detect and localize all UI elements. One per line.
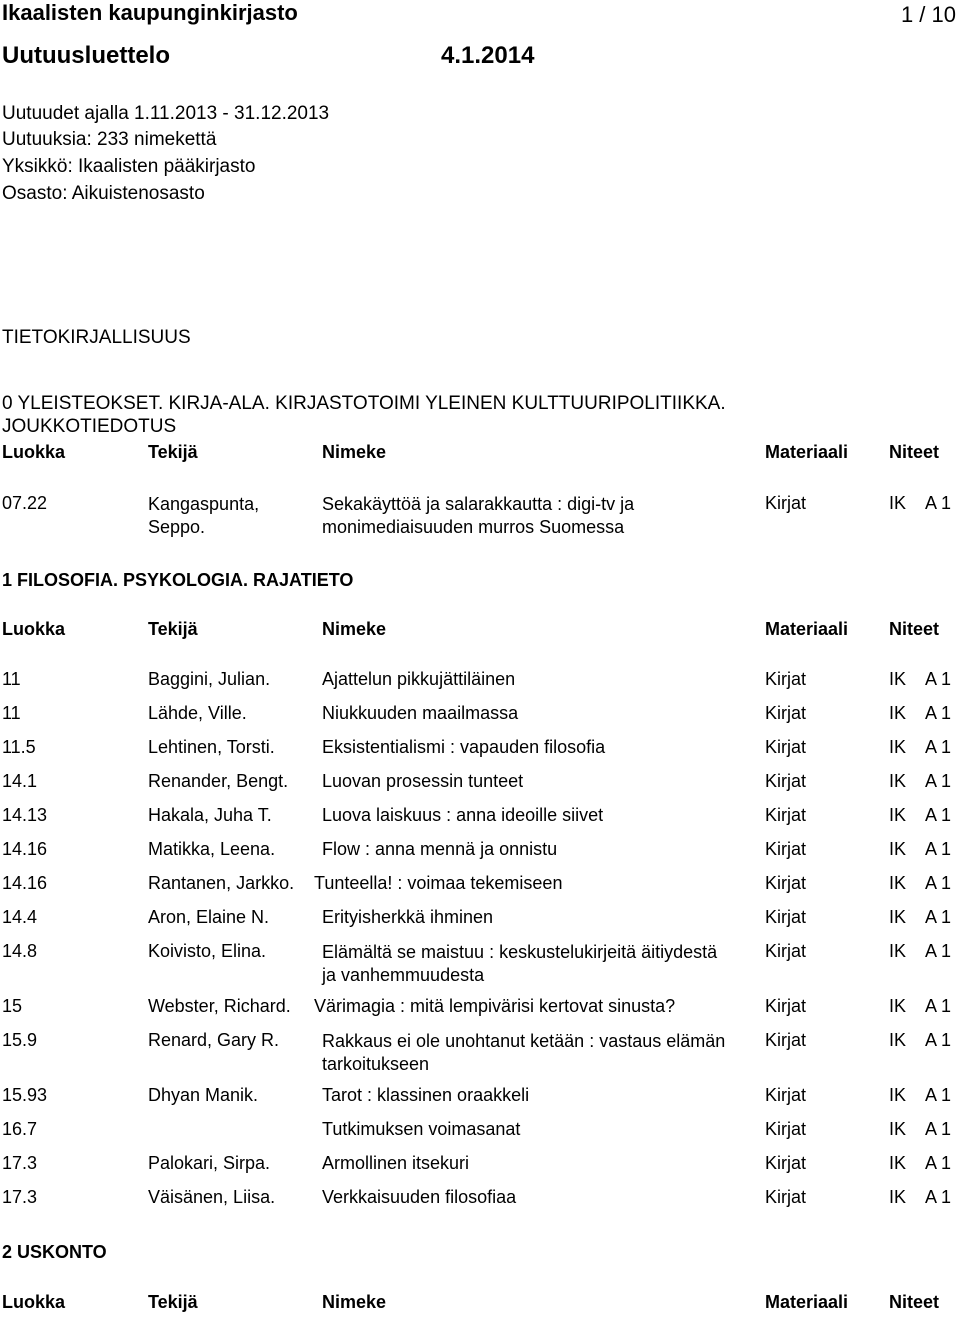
cell-nimeke: Tutkimuksen voimasanat	[322, 1119, 521, 1139]
cell-niteet: A 1	[925, 1085, 952, 1105]
col-niteet: Niteet	[889, 619, 940, 639]
col-luokka: Luokka	[2, 619, 66, 639]
table-row	[0, 873, 960, 901]
cell-luokka: 14.13	[2, 805, 48, 825]
cell-nimeke: Elämältä se maistuu : keskustelukirjeitä äitiydestä ja vanhemmuudesta	[322, 942, 718, 985]
cell-materiaali: Kirjat	[765, 1187, 807, 1207]
group-title: 2 USKONTO	[2, 1242, 107, 1262]
cell-materiaali: Kirjat	[765, 805, 807, 825]
cell-tekija: Väisänen, Liisa.	[148, 1187, 276, 1207]
col-nimeke: Nimeke	[322, 442, 387, 462]
cell-luokka: 15.9	[2, 1030, 38, 1050]
cell-materiaali: Kirjat	[765, 703, 807, 723]
col-nimeke: Nimeke	[322, 619, 387, 639]
cell-sijainti: IK	[889, 873, 907, 893]
group-title: 1 FILOSOFIA. PSYKOLOGIA. RAJATIETO	[2, 570, 354, 590]
cell-niteet: A 1	[925, 1187, 952, 1207]
cell-materiaali: Kirjat	[765, 941, 807, 961]
column-header-row	[0, 619, 960, 647]
cell-tekija: Dhyan Manik.	[148, 1085, 259, 1105]
cell-tekija: Lähde, Ville.	[148, 703, 247, 723]
cell-niteet: A 1	[925, 703, 952, 723]
cell-luokka: 11.5	[2, 737, 36, 757]
cell-sijainti: IK	[889, 771, 907, 791]
col-tekija: Tekijä	[148, 619, 198, 639]
cell-sijainti: IK	[889, 996, 907, 1016]
cell-niteet: A 1	[925, 1119, 952, 1139]
cell-luokka: 14.8	[2, 941, 38, 961]
section-title: TIETOKIRJALLISUUS	[2, 327, 191, 348]
cell-materiaali: Kirjat	[765, 1119, 807, 1139]
table-row	[0, 1085, 960, 1113]
cell-luokka: 17.3	[2, 1153, 38, 1173]
cell-luokka: 16.7	[2, 1119, 38, 1139]
cell-nimeke: Värimagia : mitä lempivärisi kertovat sinusta?	[314, 996, 676, 1016]
table-row	[0, 1030, 960, 1078]
cell-materiaali: Kirjat	[765, 771, 807, 791]
cell-nimeke: Sekakäyttöä ja salarakkautta : digi-tv ja monimediaisuuden murros Suomessa	[322, 494, 635, 537]
cell-luokka: 11	[2, 703, 21, 723]
cell-nimeke: Tunteella! : voimaa tekemiseen	[314, 873, 563, 893]
cell-nimeke: Verkkaisuuden filosofiaa	[322, 1187, 517, 1207]
cell-sijainti: IK	[889, 1119, 907, 1139]
cell-sijainti: IK	[889, 1153, 907, 1173]
cell-luokka: 14.4	[2, 907, 38, 927]
cell-materiaali: Kirjat	[765, 873, 807, 893]
col-niteet: Niteet	[889, 1292, 940, 1312]
col-niteet: Niteet	[889, 442, 940, 462]
cell-tekija: Webster, Richard.	[148, 996, 291, 1016]
cell-materiaali: Kirjat	[765, 907, 807, 927]
cell-materiaali: Kirjat	[765, 1153, 807, 1173]
list-title: Uutuusluettelo	[2, 42, 170, 69]
cell-nimeke: Flow : anna mennä ja onnistu	[322, 839, 558, 859]
info-period: Uutuudet ajalla 1.11.2013 - 31.12.2013	[2, 103, 330, 124]
cell-niteet: A 1	[925, 1030, 952, 1050]
cell-materiaali: Kirjat	[765, 737, 807, 757]
col-tekija: Tekijä	[148, 1292, 198, 1312]
cell-tekija: Hakala, Juha T.	[148, 805, 272, 825]
cell-tekija: Renander, Bengt.	[148, 771, 289, 791]
cell-sijainti: IK	[889, 1085, 907, 1105]
column-header-row	[0, 442, 960, 470]
cell-sijainti: IK	[889, 493, 907, 513]
table-row	[0, 941, 960, 989]
cell-materiaali: Kirjat	[765, 493, 807, 513]
cell-luokka: 14.1	[2, 771, 38, 791]
cell-niteet: A 1	[925, 996, 952, 1016]
cell-tekija: Koivisto, Elina.	[148, 941, 267, 961]
cell-niteet: A 1	[925, 1153, 952, 1173]
cell-niteet: A 1	[925, 771, 952, 791]
col-tekija: Tekijä	[148, 442, 198, 462]
cell-tekija: Palokari, Sirpa.	[148, 1153, 271, 1173]
library-name: Ikaalisten kaupunginkirjasto	[2, 0, 298, 25]
cell-sijainti: IK	[889, 669, 907, 689]
cell-niteet: A 1	[925, 493, 952, 513]
list-date: 4.1.2014	[441, 42, 535, 69]
cell-niteet: A 1	[925, 941, 952, 961]
col-nimeke: Nimeke	[322, 1292, 387, 1312]
cell-luokka: 14.16	[2, 873, 48, 893]
cell-nimeke: Luovan prosessin tunteet	[322, 771, 524, 791]
table-row	[0, 669, 960, 697]
cell-materiaali: Kirjat	[765, 996, 807, 1016]
cell-tekija: Aron, Elaine N.	[148, 907, 270, 927]
cell-luokka: 15	[2, 996, 23, 1016]
page-number: 1 / 10	[900, 2, 956, 27]
col-materiaali: Materiaali	[765, 1292, 849, 1312]
cell-luokka: 11	[2, 669, 21, 689]
cell-materiaali: Kirjat	[765, 669, 807, 689]
info-dept: Osasto: Aikuistenosasto	[2, 183, 205, 204]
cell-materiaali: Kirjat	[765, 839, 807, 859]
table-row	[0, 1153, 960, 1181]
cell-sijainti: IK	[889, 737, 907, 757]
cell-tekija: Lehtinen, Torsti.	[148, 737, 275, 757]
cell-tekija: Rantanen, Jarkko.	[148, 873, 295, 893]
cell-nimeke: Erityisherkkä ihminen	[322, 907, 494, 927]
column-header-row	[0, 1292, 960, 1320]
table-row	[0, 996, 960, 1024]
cell-sijainti: IK	[889, 805, 907, 825]
table-row	[0, 1119, 960, 1147]
cell-luokka: 15.93	[2, 1085, 48, 1105]
cell-niteet: A 1	[925, 873, 952, 893]
group-title-cont: JOUKKOTIEDOTUS	[2, 416, 177, 437]
table-row	[0, 907, 960, 935]
cell-niteet: A 1	[925, 907, 952, 927]
group-title: 0 YLEISTEOKSET. KIRJA-ALA. KIRJASTOTOIMI YLEINEN KULTTUURIPOLITIIKKA.	[2, 393, 726, 414]
cell-sijainti: IK	[889, 907, 907, 927]
cell-materiaali: Kirjat	[765, 1030, 807, 1050]
info-count: Uutuuksia: 233 nimekettä	[2, 129, 217, 150]
table-row	[0, 1187, 960, 1215]
cell-nimeke: Luova laiskuus : anna ideoille siivet	[322, 805, 604, 825]
table-row	[0, 493, 960, 541]
cell-niteet: A 1	[925, 805, 952, 825]
cell-sijainti: IK	[889, 1187, 907, 1207]
cell-nimeke: Eksistentialismi : vapauden filosofia	[322, 737, 606, 757]
table-row	[0, 737, 960, 765]
cell-tekija: Baggini, Julian.	[148, 669, 271, 689]
cell-sijainti: IK	[889, 941, 907, 961]
col-materiaali: Materiaali	[765, 619, 849, 639]
cell-luokka: 07.22	[2, 493, 48, 513]
cell-luokka: 17.3	[2, 1187, 38, 1207]
cell-tekija: Matikka, Leena.	[148, 839, 276, 859]
col-materiaali: Materiaali	[765, 442, 849, 462]
cell-niteet: A 1	[925, 839, 952, 859]
cell-sijainti: IK	[889, 839, 907, 859]
cell-nimeke: Niukkuuden maailmassa	[322, 703, 519, 723]
cell-tekija: Renard, Gary R.	[148, 1030, 280, 1050]
cell-sijainti: IK	[889, 1030, 907, 1050]
table-row	[0, 805, 960, 833]
col-luokka: Luokka	[2, 1292, 66, 1312]
cell-luokka: 14.16	[2, 839, 48, 859]
cell-nimeke: Ajattelun pikkujättiläinen	[322, 669, 516, 689]
table-row	[0, 703, 960, 731]
cell-sijainti: IK	[889, 703, 907, 723]
col-luokka: Luokka	[2, 442, 66, 462]
cell-niteet: A 1	[925, 669, 952, 689]
table-row	[0, 771, 960, 799]
cell-niteet: A 1	[925, 737, 952, 757]
cell-tekija: Kangaspunta, Seppo.	[148, 494, 260, 537]
cell-nimeke: Armollinen itsekuri	[322, 1153, 470, 1173]
cell-nimeke: Tarot : klassinen oraakkeli	[322, 1085, 530, 1105]
table-row	[0, 839, 960, 867]
cell-materiaali: Kirjat	[765, 1085, 807, 1105]
info-unit: Yksikkö: Ikaalisten pääkirjasto	[2, 156, 256, 177]
cell-nimeke: Rakkaus ei ole unohtanut ketään : vastaus elämän tarkoitukseen	[322, 1031, 726, 1074]
